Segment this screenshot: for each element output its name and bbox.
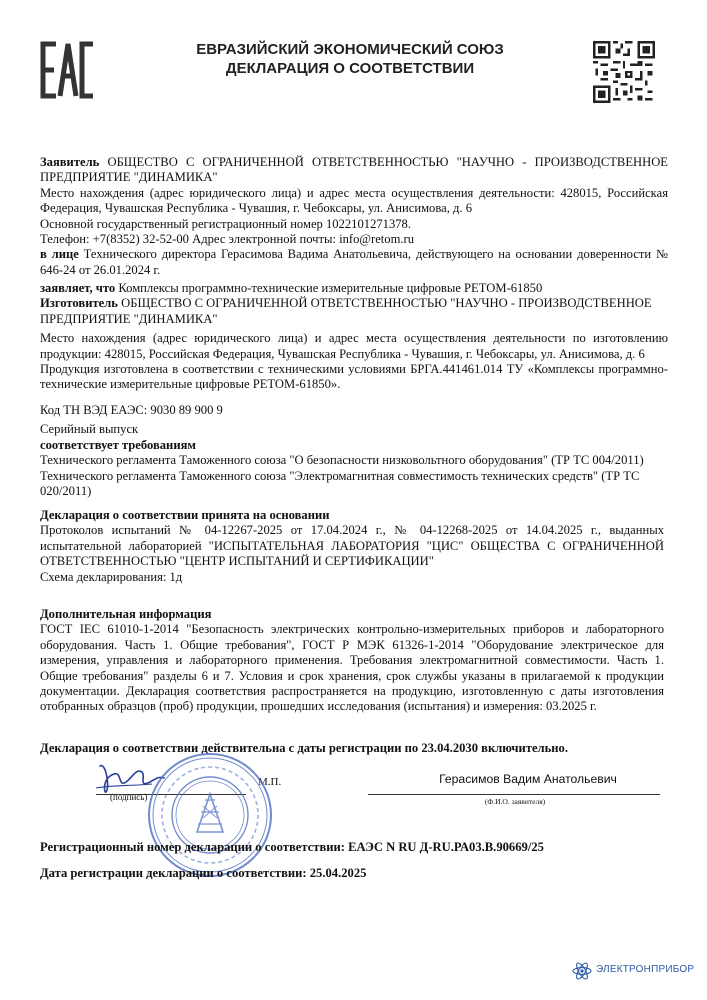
classification-section [40, 403, 660, 499]
person-text: Технического директора Герасимова Вадима Анатольевича, действующего на основании доверенности № 646-24 от 26.01.2024 г. [40, 247, 668, 277]
atom-logo-icon [572, 961, 592, 981]
seal-place-label: М.П. [258, 776, 282, 788]
qr-code-icon [593, 41, 655, 103]
eac-logo-icon [40, 40, 96, 100]
tnved-code: Код ТН ВЭД ЕАЭС: 9030 89 900 9 [40, 403, 223, 417]
applicant-name: ОБЩЕСТВО С ОГРАНИЧЕННОЙ ОТВЕТСТВЕННОСТЬЮ "НАУЧНО - ПРОИЗВОДСТВЕННОЕ ПРЕДПРИЯТИЕ "ДИНАМИКА" [40, 155, 668, 185]
extra-label: Дополнительная информация [40, 607, 212, 621]
fio-label: (Ф.И.О. заявителя) [484, 797, 546, 806]
manufacturer-line [40, 296, 668, 327]
footer-brand: ЭЛЕКТРОНПРИБОР [596, 964, 695, 975]
person-label: в лице [40, 247, 79, 262]
basis-scheme: Схема декларирования: 1д [40, 569, 183, 584]
applicant-label: Заявитель [40, 155, 100, 169]
applicant-person [40, 247, 668, 278]
series-type: Серийный выпуск [40, 422, 139, 437]
product-name: Комплексы программно-технические измерительные цифровые РЕТОМ-61850 [115, 281, 543, 295]
applicant-line [40, 155, 668, 186]
declares-label: заявляет, что [40, 281, 116, 295]
basis-label: Декларация о соответствии принята на основании [40, 508, 330, 522]
declares-line [40, 281, 668, 296]
header-title [150, 40, 550, 78]
applicant-section [40, 155, 668, 278]
regulation-2: Технического регламента Таможенного союза "Электромагнитная совместимость технических средств" (ТР ТС 020/2011) [40, 468, 640, 499]
company-stamp-icon [145, 750, 275, 880]
extra-text: ГОСТ IEC 61010-1-2014 "Безопасность электрических контрольно-измерительных приборов и лабораторного оборудования. Часть 1. Общие требования", ГОСТ Р МЭК 61326-1-2014 "Оборудование электрическое для измерения, управления и лабораторного применения. Требования электромагнитной совместимости. Часть 1. Общие требования" разделы 6 и 7. Условия и срок хранения, срок службы указаны в прилагаемой к продукции документации. Декларация соответствия распространяется на продукцию, изготовленную с даты изготовления отобранных образцов (проб) продукции, прошедших исследования (испытания) и измерения: 03.2025 г. [40, 622, 664, 714]
applicant-ogrn: Основной государственный регистрационный номер 1022101271378. [40, 216, 411, 231]
manufacturer-address: Место нахождения (адрес юридического лица) и адрес места осуществления деятельности по изготовлению продукции: 428015, Российская Федерация, Чувашская Республика - Чувашия, г. Чебоксары, ул. Анисимова, д. 6 [40, 331, 668, 361]
applicant-address: Место нахождения (адрес юридического лица) и адрес места осуществления деятельности: 428015, Российская Федерация, Чувашская Республика - Чувашия, г. Чебоксары, ул. Анисимова, д. 6 [40, 185, 668, 216]
basis-protocols: Протоколов испытаний № 04-12267-2025 от 17.04.2024 г., № 04-12268-2025 от 14.04.2025 г., выданных испытательной лабораторией "ИСПЫТАТЕЛЬНАЯ ЛАБОРАТОРИЯ "ЦИС" ОБЩЕСТВА С ОГРАНИЧЕННОЙ ОТВЕТСТВЕННОСТЬЮ "ЦЕНТР ИСПЫТАНИЙ И СЕРТИФИКАЦИИ" [40, 523, 664, 569]
manufacturer-label: Изготовитель [40, 296, 118, 311]
name-line [368, 794, 660, 795]
declares-section [40, 281, 668, 393]
manufacturer-name: ОБЩЕСТВО С ОГРАНИЧЕННОЙ ОТВЕТСТВЕННОСТЬЮ "НАУЧНО - ПРОИЗВОДСТВЕННОЕ ПРЕДПРИЯТИЕ "ДИНАМИКА" [40, 296, 652, 326]
registration-date: Дата регистрации декларации о соответствии: 25.04.2025 [40, 866, 367, 880]
extra-section [40, 607, 664, 715]
signature-label: (подпись) [110, 792, 148, 802]
header-title-line1: ЕВРАЗИЙСКИЙ ЭКОНОМИЧЕСКИЙ СОЮЗ [196, 41, 504, 58]
registration-number: Регистрационный номер декларации о соответствии: ЕАЭС N RU Д-RU.РА03.В.90669/25 [40, 840, 544, 854]
regulation-1: Технического регламента Таможенного союза "О безопасности низковольтного оборудования" (ТР ТС 004/2011) [40, 453, 644, 468]
applicant-contacts: Телефон: +7(8352) 32-52-00 Адрес электронной почты: info@retom.ru [40, 232, 415, 247]
basis-section [40, 508, 664, 585]
header-title-line2: ДЕКЛАРАЦИЯ О СООТВЕТСТВИИ [225, 60, 475, 77]
signer-name: Герасимов Вадим Анатольевич [439, 772, 617, 786]
produced-per: Продукция изготовлена в соответствии с техническими условиями БРГА.441461.014 ТУ «Комплексы программно-технические измерительные цифровые РЕТОМ-61850». [40, 362, 668, 392]
validity-statement: Декларация о соответствии действительна с даты регистрации по 23.04.2030 включительно. [40, 741, 568, 755]
complies-label: соответствует требованиям [40, 437, 196, 452]
